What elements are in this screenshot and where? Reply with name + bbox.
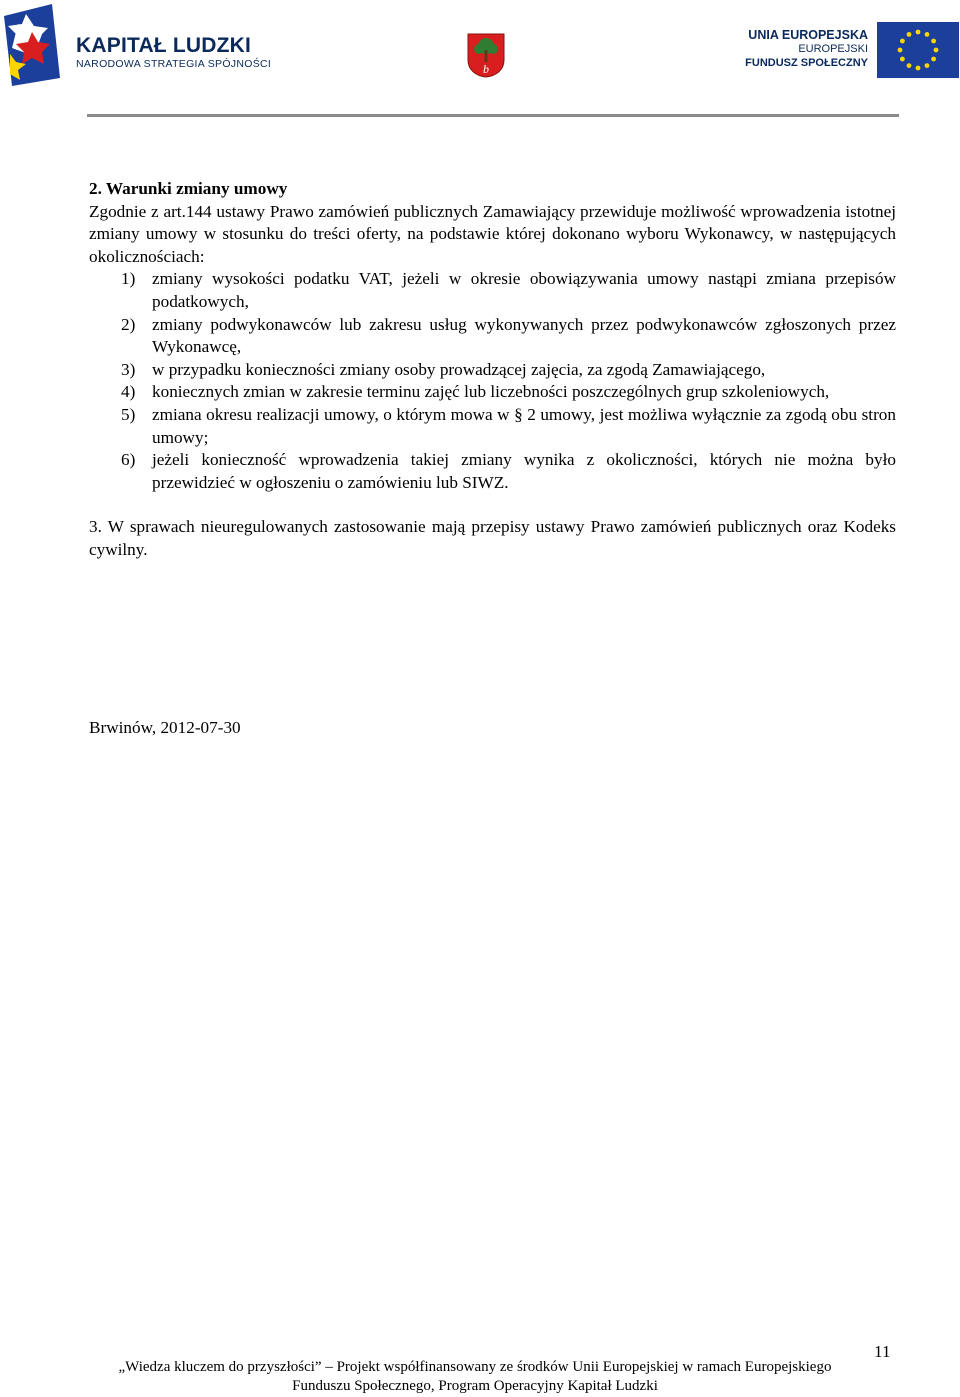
- list-item-text: jeżeli konieczność wprowadzenia takiej zmiany wynika z okoliczności, których nie można było przewidzieć w ogłoszeniu o zamówieniu lub SIWZ.: [152, 450, 896, 492]
- list-item-number: 3): [121, 359, 136, 379]
- eu-line-2: EUROPEJSKI: [798, 43, 868, 55]
- eu-flag-icon: [877, 22, 959, 78]
- list-item-text: zmiana okresu realizacji umowy, o którym mowa w § 2 umowy, jest możliwa wyłącznie za zgodą obu stron umowy;: [152, 404, 896, 447]
- list-item: [89, 314, 896, 359]
- section-2-heading: 2. Warunki zmiany umowy: [89, 179, 288, 198]
- section-2-intro: Zgodnie z art.144 ustawy Prawo zamówień publicznych Zamawiający przewiduje możliwość wprowadzenia istotnej zmiany umowy w stosunku do treści oferty, na podstawie której dokonano wyboru Wykonawcy, w następujących okolicznościach:: [89, 201, 896, 266]
- list-item: [89, 359, 896, 382]
- section-3-paragraph: 3. W sprawach nieuregulowanych zastosowanie mają przepisy ustawy Prawo zamówień publicznych oraz Kodeks cywilny.: [89, 517, 896, 559]
- list-item-number: 6): [121, 450, 136, 470]
- svg-text:b: b: [483, 62, 489, 76]
- list-item-number: 1): [121, 269, 136, 289]
- list-item: [89, 268, 896, 313]
- header-divider: [87, 114, 899, 117]
- page-number: 11: [874, 1342, 891, 1361]
- page-header: [0, 0, 960, 120]
- list-item-number: 4): [121, 382, 136, 402]
- list-item-text: zmiany wysokości podatku VAT, jeżeli w okresie obowiązywania umowy nastąpi zmiana przepisów podatkowych,: [152, 269, 896, 311]
- eu-logo-text: [745, 28, 868, 70]
- footer-line-2: Funduszu Społecznego, Program Operacyjny Kapitał Ludzki: [292, 1378, 658, 1394]
- list-item: [89, 449, 896, 494]
- page-footer: [60, 1358, 890, 1396]
- list-item-text: w przypadku konieczności zmiany osoby prowadzącej zajęcia, za zgodą Zamawiającego,: [152, 359, 766, 379]
- brwinow-crest-icon: [466, 32, 506, 78]
- kapital-ludzki-emblem-icon: [4, 4, 60, 86]
- eu-line-3: FUNDUSZ SPOŁECZNY: [745, 57, 868, 69]
- conditions-list: [89, 268, 896, 494]
- kapital-ludzki-logo: [4, 4, 272, 86]
- footer-line-1: „Wiedza kluczem do przyszłości” – Projekt współfinansowany ze środków Unii Europejskiej w ramach Europejskiego: [118, 1359, 832, 1375]
- eu-line-1: UNIA EUROPEJSKA: [748, 28, 868, 42]
- place-and-date: Brwinów, 2012-07-30: [89, 718, 241, 737]
- list-item: [89, 404, 896, 449]
- list-item-number: 2): [121, 314, 136, 334]
- list-item-number: 5): [121, 404, 136, 424]
- logo-subtitle: NARODOWA STRATEGIA SPÓJNOŚCI: [76, 58, 272, 70]
- logo-title: KAPITAŁ LUDZKI: [76, 34, 252, 57]
- list-item-text: zmiany podwykonawców lub zakresu usług wykonywanych przez podwykonawców zgłoszonych przez Wykonawcę,: [152, 314, 896, 357]
- list-item: [89, 381, 896, 404]
- list-item-text: koniecznych zmian w zakresie terminu zajęć lub liczebności poszczególnych grup szkoleniowych,: [152, 382, 830, 402]
- document-body: [89, 178, 896, 562]
